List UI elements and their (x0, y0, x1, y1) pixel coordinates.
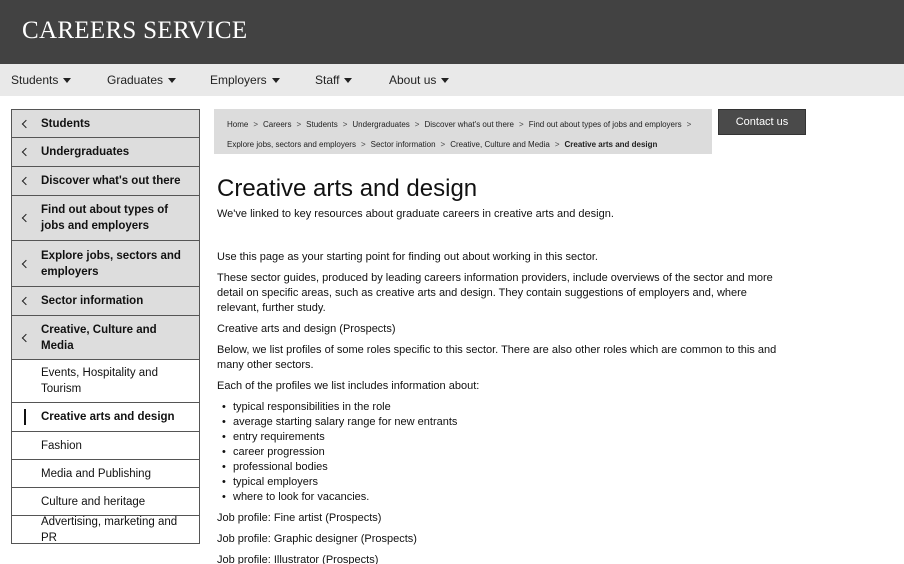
sidebar-item-events-hospitality[interactable] (11, 360, 200, 403)
sidebar-item-label: Explore jobs, sectors and employers (41, 249, 181, 278)
sidebar-item-label: Fashion (41, 439, 82, 452)
nav-label: Staff (315, 73, 340, 87)
breadcrumb-separator: > (360, 140, 366, 149)
nav-label: Graduates (107, 73, 164, 87)
breadcrumb-separator: > (253, 120, 259, 129)
breadcrumb-students[interactable]: Students (306, 120, 338, 129)
breadcrumb-current: Creative arts and design (564, 140, 658, 149)
job-profile-link-graphic-designer[interactable]: Job profile: Graphic designer (Prospects) (217, 533, 417, 545)
section-sidebar (11, 109, 200, 544)
sidebar-item-label: Advertising, marketing and PR (41, 515, 178, 544)
caret-down-icon (441, 78, 449, 83)
sidebar-item-label: Find out about types of jobs and employers (41, 204, 169, 232)
sidebar-item-students[interactable] (11, 109, 200, 138)
body-paragraph: Each of the profiles we list includes information about: (217, 380, 480, 392)
caret-down-icon (168, 78, 176, 83)
job-profile-link-fine-artist[interactable]: Job profile: Fine artist (Prospects) (217, 512, 382, 524)
caret-down-icon (344, 78, 352, 83)
sidebar-item-label: Culture and heritage (41, 495, 146, 508)
job-profile-link-illustrator[interactable]: Job profile: Illustrator (Prospects) (217, 554, 379, 564)
intro-text: We've linked to key resources about graduate careers in creative arts and design. (217, 208, 614, 220)
breadcrumb-separator: > (440, 140, 446, 149)
profile-info-list (217, 400, 787, 505)
site-title[interactable]: CAREERS SERVICE (22, 17, 248, 44)
list-item: • where to look for vacancies. (217, 490, 787, 505)
breadcrumb-separator: > (519, 120, 524, 129)
breadcrumb-careers[interactable]: Careers (263, 120, 292, 129)
sidebar-item-fashion[interactable] (11, 432, 200, 460)
sidebar-item-media-publishing[interactable] (11, 460, 200, 488)
list-item: • professional bodies (217, 460, 787, 475)
caret-down-icon (272, 78, 280, 83)
breadcrumb (214, 109, 712, 154)
breadcrumb-home[interactable]: Home (227, 120, 249, 129)
nav-label: Students (11, 73, 59, 87)
breadcrumb-separator: > (414, 120, 420, 129)
list-item: • entry requirements (217, 430, 787, 445)
sidebar-item-explore-jobs[interactable] (11, 241, 200, 287)
sidebar-item-undergraduates[interactable] (11, 138, 200, 167)
sidebar-item-advertising-marketing[interactable] (11, 516, 200, 544)
prospects-sector-link[interactable]: Creative arts and design (Prospects) (217, 323, 396, 335)
sidebar-item-label: Creative, Culture and Media (41, 323, 157, 352)
breadcrumb-undergraduates[interactable]: Undergraduates (352, 120, 410, 129)
site-header (0, 0, 904, 64)
nav-staff[interactable] (315, 64, 352, 96)
nav-students[interactable] (11, 64, 71, 96)
list-item: • typical employers (217, 475, 787, 490)
sidebar-item-label: Undergraduates (41, 146, 130, 158)
breadcrumb-types-of-jobs[interactable]: Find out about types of jobs and employers (528, 120, 682, 129)
breadcrumb-sector-information[interactable]: Sector information (370, 140, 436, 149)
body-paragraph: Below, we list profiles of some roles specific to this sector. There are also other roles which are common to this and many other sectors. (217, 344, 777, 371)
sidebar-item-types-of-jobs[interactable] (11, 196, 200, 241)
breadcrumb-discover[interactable]: Discover what's out there (424, 120, 515, 129)
sidebar-item-label: Events, Hospitality and Tourism (41, 367, 158, 395)
nav-label: About us (389, 73, 437, 87)
sidebar-item-label: Discover what's out there (41, 175, 181, 187)
list-item: • career progression (217, 445, 787, 460)
sidebar-item-label: Sector information (41, 295, 144, 307)
nav-label: Employers (210, 73, 267, 87)
breadcrumb-explore-jobs[interactable]: Explore jobs, sectors and employers (227, 140, 356, 149)
main-content (217, 174, 787, 564)
sidebar-item-sector-information[interactable] (11, 287, 200, 316)
nav-employers[interactable] (210, 64, 280, 96)
caret-down-icon (63, 78, 71, 83)
breadcrumb-separator: > (686, 120, 692, 129)
main-nav (0, 64, 904, 96)
breadcrumb-separator: > (342, 120, 348, 129)
sidebar-item-label: Students (41, 117, 91, 130)
body-paragraph: Use this page as your starting point for finding out about working in this sector. (217, 251, 598, 263)
sidebar-item-culture-heritage[interactable] (11, 488, 200, 516)
page-title: Creative arts and design (217, 175, 478, 202)
sidebar-item-creative-culture-media[interactable] (11, 316, 200, 360)
breadcrumb-separator: > (554, 140, 560, 149)
contact-us-button[interactable]: Contact us (718, 109, 806, 135)
nav-graduates[interactable] (107, 64, 176, 96)
list-item: • average starting salary range for new entrants (217, 415, 787, 430)
sidebar-item-discover[interactable] (11, 167, 200, 196)
breadcrumb-separator: > (296, 120, 302, 129)
sidebar-item-creative-arts-design[interactable] (11, 403, 200, 432)
list-item: • typical responsibilities in the role (217, 400, 787, 415)
sidebar-item-label: Creative arts and design (41, 411, 175, 423)
body-paragraph: These sector guides, produced by leading careers information providers, include overviews of the sector and more detail on specific areas, such as creative arts and design. They contain suggestions of employers and, where relevant, further study. (217, 272, 773, 314)
breadcrumb-creative-culture-media[interactable]: Creative, Culture and Media (450, 140, 550, 149)
nav-about-us[interactable] (389, 64, 449, 96)
active-indicator (24, 409, 26, 425)
sidebar-item-label: Media and Publishing (41, 467, 151, 480)
